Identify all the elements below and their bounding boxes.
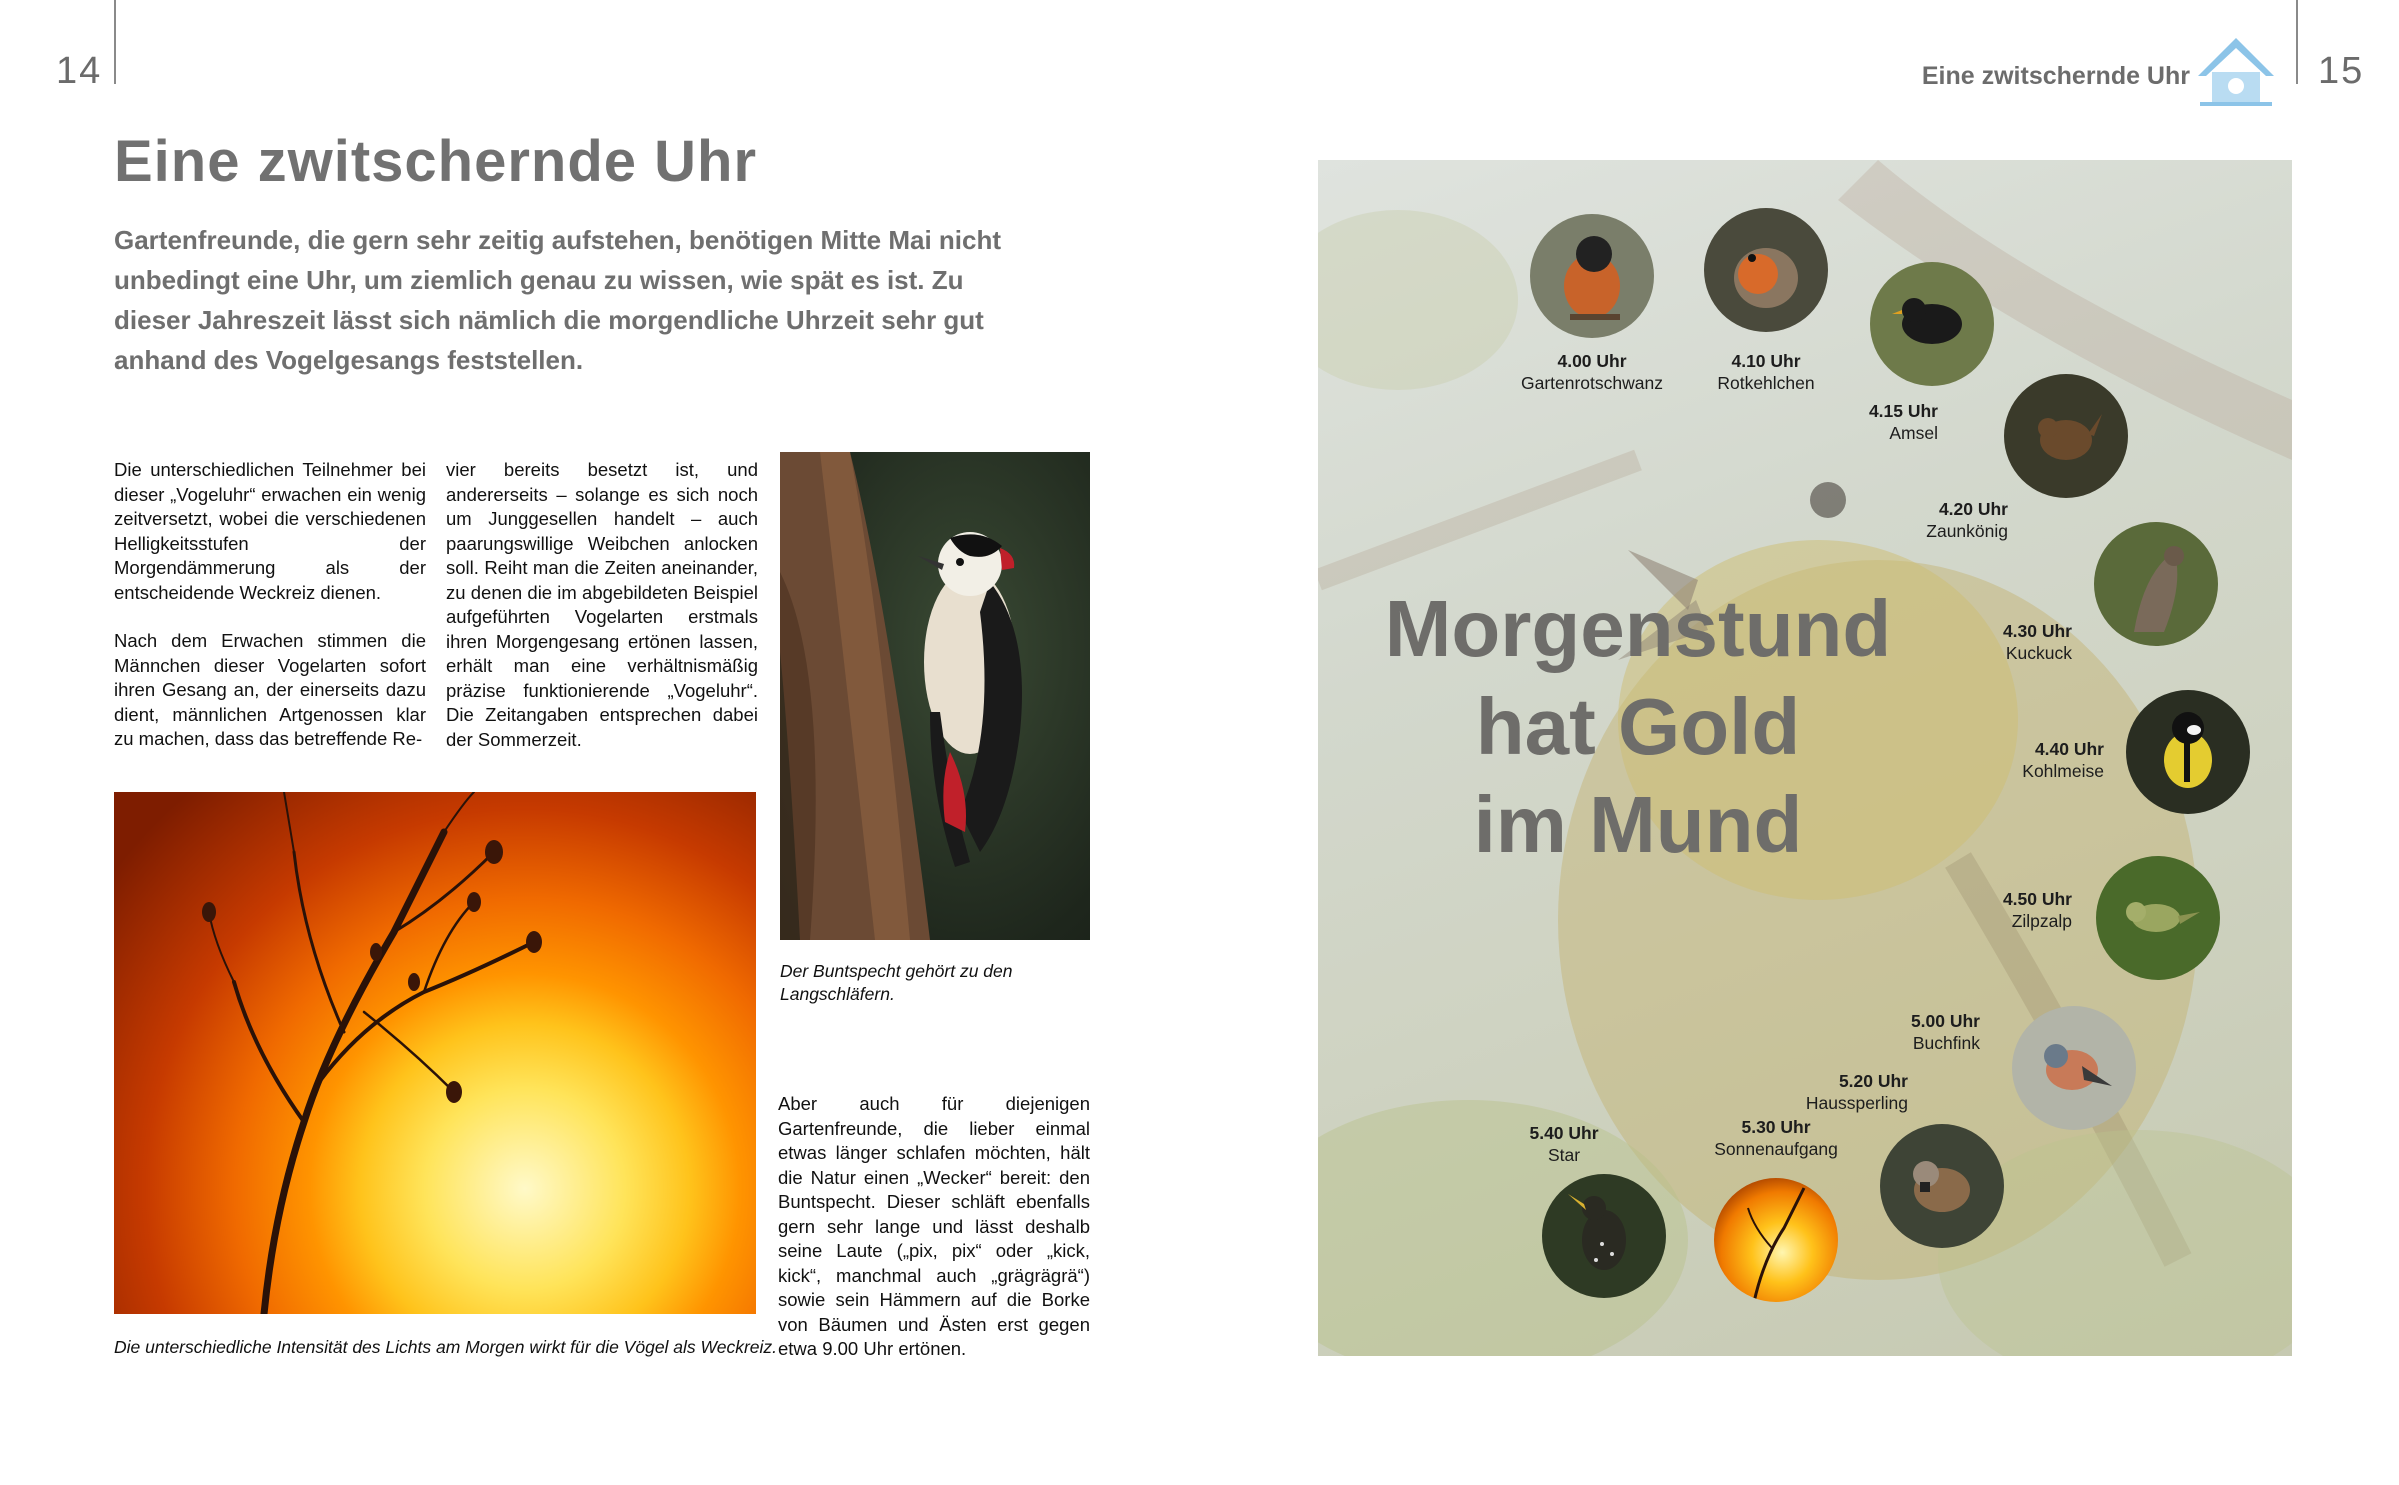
bird-label bbox=[1922, 620, 2072, 664]
bird-name: Buchfink bbox=[1912, 1033, 1980, 1053]
bird-label bbox=[1858, 498, 2008, 542]
caption-woodpecker: Der Buntspecht gehört zu den Langschläfern. bbox=[780, 961, 1013, 1004]
bird-time: 4.50 Uhr bbox=[2002, 889, 2072, 909]
bird-name: Rotkehlchen bbox=[1717, 373, 1815, 393]
bird-photo-kuckuck bbox=[2094, 522, 2218, 646]
bird-time: 4.20 Uhr bbox=[1938, 499, 2008, 519]
text-column-2 bbox=[446, 458, 758, 776]
text-column-3 bbox=[778, 1092, 1090, 1386]
bird-time: 4.40 Uhr bbox=[2034, 739, 2104, 759]
bird-time: 5.40 Uhr bbox=[1529, 1123, 1599, 1143]
bird-label bbox=[1922, 888, 2072, 932]
bird-photo-amsel bbox=[1870, 262, 1994, 386]
header-rule-left bbox=[114, 0, 116, 84]
bird-time: 4.15 Uhr bbox=[1868, 401, 1938, 421]
bird-label bbox=[1666, 1116, 1886, 1160]
bird-photo-gartenrotschwanz bbox=[1530, 214, 1654, 338]
bird-name: Amsel bbox=[1889, 423, 1938, 443]
paragraph: Nach dem Erwachen stimmen die Männchen dieser Vogelarten sofort ihren Gesang an, der einerseits dazu dient, männlichen Artgenossen klar zu machen, dass das betreffende Re- bbox=[114, 630, 426, 749]
bird-name: Zaunkönig bbox=[1926, 521, 2008, 541]
birdhouse-icon bbox=[2190, 30, 2282, 110]
text-column-1 bbox=[114, 458, 426, 776]
running-head: Eine zwitschernde Uhr bbox=[1921, 62, 2190, 90]
bird-name: Sonnenaufgang bbox=[1714, 1139, 1838, 1159]
bird-name: Gartenrotschwanz bbox=[1520, 373, 1663, 393]
sunrise-photo bbox=[114, 792, 756, 1314]
bird-photo-star bbox=[1542, 1174, 1666, 1298]
bird-clock-panel bbox=[1318, 160, 2292, 1356]
article-lead: Gartenfreunde, die gern sehr zeitig aufstehen, benötigen Mitte Mai nicht unbedingt eine Uhr, um ziemlich genau zu wissen, wie spät es ist. Zu dieser Jahreszeit lässt sich nämlich die morgendliche Uhrzeit sehr gut anhand des Vogelgesangs feststellen. bbox=[114, 225, 1001, 375]
bird-name: Zilpzalp bbox=[2011, 911, 2072, 931]
article-title: Eine zwitschernde Uhr bbox=[114, 129, 758, 194]
motto-line: hat Gold bbox=[1475, 682, 1801, 771]
bird-label bbox=[1788, 400, 1938, 444]
bird-name: Kohlmeise bbox=[2022, 761, 2104, 781]
header-rule-right bbox=[2296, 0, 2298, 84]
bird-label bbox=[1954, 738, 2104, 782]
bird-label bbox=[1494, 1122, 1634, 1166]
bird-time: 5.00 Uhr bbox=[1910, 1011, 1980, 1031]
bird-label bbox=[1738, 1070, 1908, 1114]
bird-name: Haussperling bbox=[1805, 1093, 1908, 1113]
motto-heading bbox=[1318, 580, 1958, 874]
paragraph: vier bereits besetzt ist, und andererseits – solange es sich noch um Junggesellen handelt – auch paarungswillige Weibchen anlocken soll. Reiht man die Zeiten aneinander, zu denen die im abgebildeten Beispiel aufgeführten Vogelarten erstmals ihren Morgengesang ertönen lassen, erhält man eine verhältnismäßig präzise funktionierende „Vogeluhr“. Die Zeitangaben entsprechen dabei der Sommerzeit. bbox=[446, 459, 758, 750]
bird-time: 5.20 Uhr bbox=[1838, 1071, 1908, 1091]
bird-time: 5.30 Uhr bbox=[1741, 1117, 1811, 1137]
bird-photo-haussperling bbox=[1880, 1124, 2004, 1248]
bird-time: 4.10 Uhr bbox=[1731, 351, 1801, 371]
paragraph: Aber auch für diejenigen Gartenfreunde, die lieber einmal etwas länger schlafen möchten, hält die Natur einen „Wecker“ bereit: den Buntspecht. Dieser schläft ebenfalls gern sehr lange und lässt deshalb seine Laute („pix, pix“ oder „kick, kick“, manchmal auch „grägrägrä“) sowie sein Hämmern auf die Borke von Bäumen und Ästen erst gegen etwa 9.00 Uhr ertönen. bbox=[778, 1093, 1090, 1359]
bird-photo-buchfink bbox=[2012, 1006, 2136, 1130]
bird-label bbox=[1830, 1010, 1980, 1054]
bird-name: Star bbox=[1547, 1145, 1581, 1165]
bird-label bbox=[1656, 350, 1876, 394]
sunrise-photo-small bbox=[1714, 1178, 1838, 1302]
bird-photo-zilpzalp bbox=[2096, 856, 2220, 980]
woodpecker-photo bbox=[780, 452, 1090, 940]
bird-photo-rotkehlchen bbox=[1704, 208, 1828, 332]
page-number-right: 15 bbox=[2318, 50, 2365, 92]
motto-line: im Mund bbox=[1473, 780, 1803, 869]
bird-time: 4.00 Uhr bbox=[1557, 351, 1627, 371]
bird-photo-kohlmeise bbox=[2126, 690, 2250, 814]
motto-line: Morgenstund bbox=[1384, 584, 1892, 673]
bird-time: 4.30 Uhr bbox=[2002, 621, 2072, 641]
bird-name: Kuckuck bbox=[2005, 643, 2072, 663]
paragraph: Die unterschiedlichen Teilnehmer bei dieser „Vogeluhr“ erwachen ein wenig zeitversetzt, wobei die verschiedenen Helligkeitsstufen der Morgendämmerung als der entscheidende Weckreiz dienen. bbox=[114, 459, 426, 603]
caption-sunrise: Die unterschiedliche Intensität des Lichts am Morgen wirkt für die Vögel als Weckreiz. bbox=[114, 1337, 778, 1357]
bird-photo-zaunkoenig bbox=[2004, 374, 2128, 498]
page-number-left: 14 bbox=[56, 50, 103, 92]
